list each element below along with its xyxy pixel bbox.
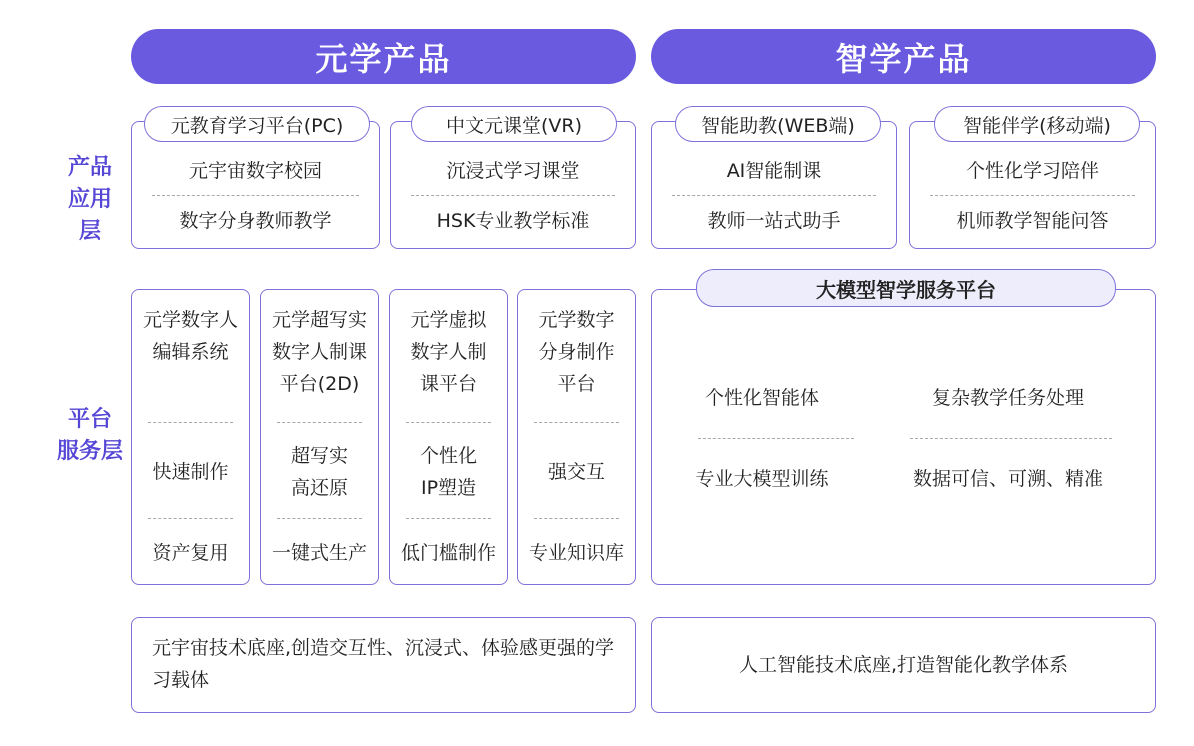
product-card-title: 中文元课堂(VR) (411, 106, 617, 142)
platform-feature: 低门槛制作 (400, 542, 496, 564)
platform-card-1 (131, 289, 250, 585)
side-label-platform-layer: 平台 服务层 (56, 407, 123, 464)
platform-feature: 专业知识库 (528, 542, 624, 564)
product-card-item: 数字分身教师教学 (179, 210, 332, 232)
llm-feature: 复杂教学任务处理 (931, 387, 1084, 409)
divider (698, 438, 854, 439)
divider (148, 422, 233, 423)
divider (910, 438, 1112, 439)
llm-feature: 个性化智能体 (704, 387, 819, 409)
divider (277, 518, 362, 519)
platform-feature: 强交互 (547, 461, 605, 483)
platform-feature: 个性化 IP塑造 (419, 445, 477, 499)
product-card-item: 元宇宙数字校园 (188, 160, 322, 182)
product-card-title: 智能伴学(移动端) (934, 106, 1140, 142)
divider (148, 518, 233, 519)
platform-title: 元学虚拟 数字人制 课平台 (410, 309, 487, 395)
side-label-product-layer: 产品 应用层 (67, 155, 112, 244)
platform-feature: 超写实 高还原 (290, 445, 348, 499)
product-card-1 (131, 114, 380, 249)
divider (406, 422, 491, 423)
header-yuanxue-products: 元学产品 (131, 29, 636, 84)
divider (406, 518, 491, 519)
product-card-title: 智能助教(WEB端) (675, 106, 881, 142)
platform-card-4 (517, 289, 636, 585)
header-zhixue-products: 智学产品 (651, 29, 1156, 84)
platform-title: 元学数字人 编辑系统 (142, 309, 238, 363)
product-card-item: AI智能制课 (726, 160, 822, 182)
platform-feature: 一键式生产 (271, 542, 367, 564)
divider (152, 195, 359, 196)
product-card-item: 教师一站式助手 (707, 210, 841, 232)
platform-title: 元学超写实 数字人制课 平台(2D) (271, 309, 367, 395)
platform-title: 元学数字 分身制作 平台 (538, 309, 615, 395)
product-card-item: 机师教学智能问答 (956, 210, 1109, 232)
platform-card-3 (389, 289, 508, 585)
divider (930, 195, 1135, 196)
product-card-item: 沉浸式学习课堂 (446, 160, 580, 182)
product-card-2 (390, 114, 636, 249)
product-card-4 (909, 114, 1156, 249)
foundation-text: 人工智能技术底座,打造智能化教学体系 (738, 654, 1069, 676)
product-card-item: HSK专业教学标准 (436, 210, 590, 232)
foundation-card-ai (651, 617, 1156, 713)
product-card-item: 个性化学习陪伴 (965, 160, 1099, 182)
llm-platform-card (651, 277, 1156, 585)
divider (672, 195, 876, 196)
platform-feature: 快速制作 (152, 461, 229, 483)
foundation-card-metaverse (131, 617, 636, 713)
platform-card-2 (260, 289, 379, 585)
llm-feature: 数据可信、可溯、精准 (912, 468, 1103, 490)
foundation-text: 元宇宙技术底座,创造交互性、沉浸式、体验感更强的学习载体 (152, 637, 615, 691)
product-card-3 (651, 114, 897, 249)
divider (277, 422, 362, 423)
divider (534, 422, 619, 423)
platform-feature: 资产复用 (152, 542, 229, 564)
llm-platform-title: 大模型智学服务平台 (696, 269, 1116, 307)
product-card-title: 元教育学习平台(PC) (144, 106, 370, 142)
llm-feature: 专业大模型训练 (695, 468, 829, 490)
divider (411, 195, 615, 196)
divider (534, 518, 619, 519)
